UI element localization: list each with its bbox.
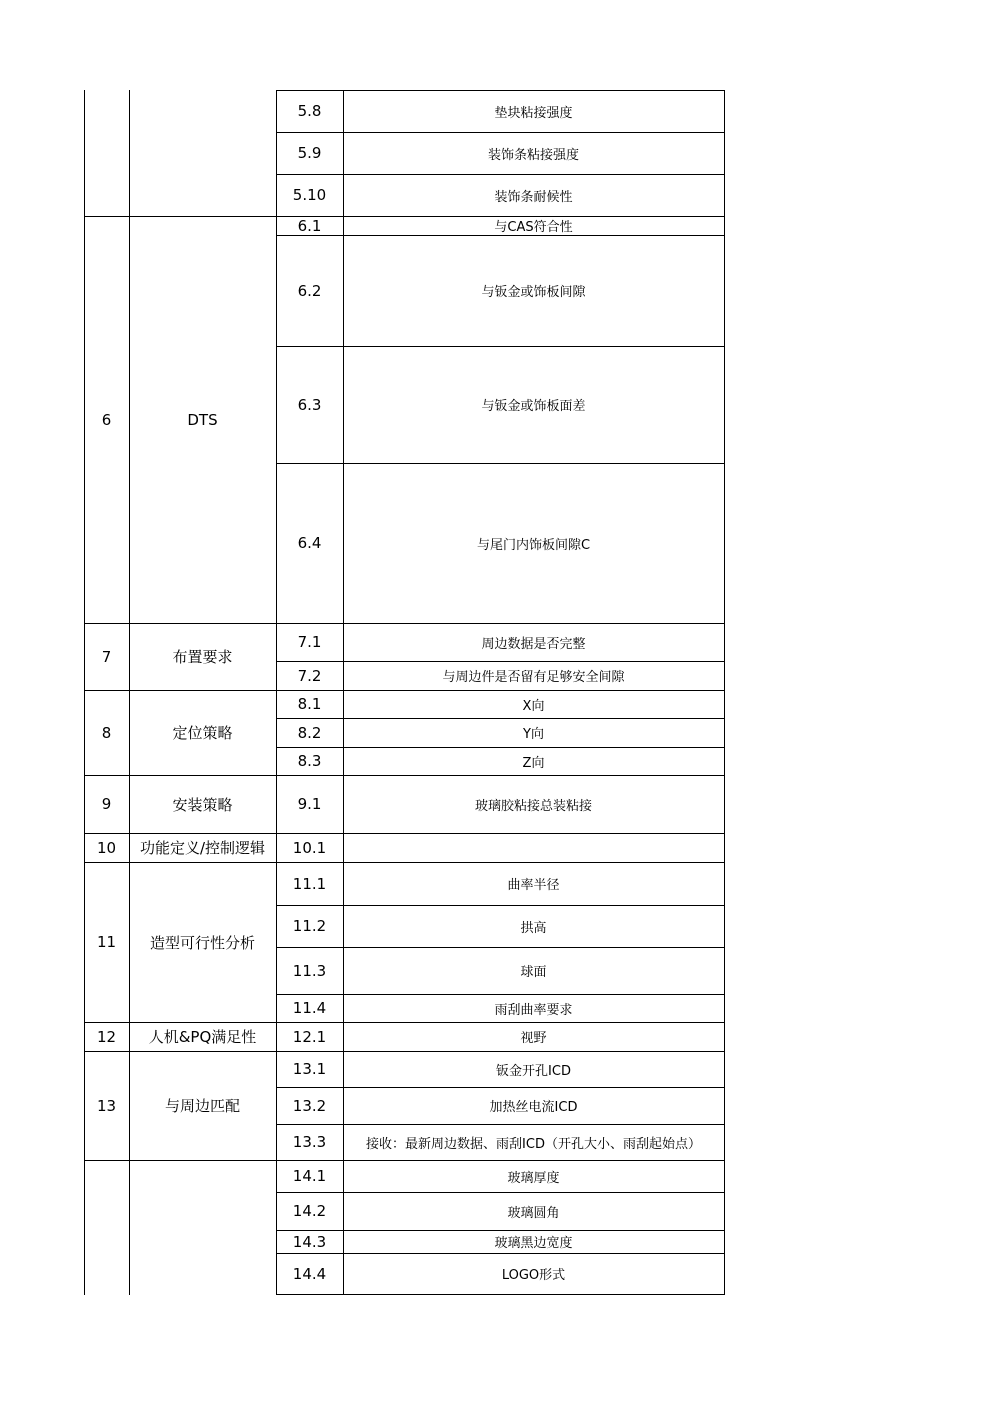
item-code: 6.3: [297, 395, 322, 414]
group-name: 布置要求: [172, 648, 233, 666]
item-description: [343, 833, 724, 862]
item-description: 球面: [520, 965, 547, 980]
item-code: 13.2: [292, 1096, 327, 1115]
group-name: [129, 1160, 276, 1294]
item-description: 钣金开孔ICD: [496, 1063, 571, 1079]
item-description: 玻璃圆角: [507, 1205, 560, 1221]
group-number: 7: [101, 647, 112, 666]
item-description: 接收：最新周边数据、雨刮ICD（开孔大小、雨刮起始点）: [366, 1136, 701, 1152]
item-description: 玻璃黑边宽度: [494, 1236, 573, 1251]
item-description: 玻璃胶粘接总装粘接: [474, 798, 592, 814]
item-code: 6.4: [297, 534, 322, 552]
group-name: 定位策略: [172, 724, 233, 742]
item-description: 玻璃厚度: [507, 1170, 560, 1186]
item-description: 拱高: [520, 920, 547, 936]
group-number: [84, 90, 129, 216]
group-name: 安装策略: [172, 795, 233, 814]
group-name: [129, 90, 276, 216]
group-name: 造型可行性分析: [149, 933, 255, 952]
item-code: 7.2: [297, 666, 322, 685]
item-code: 6.1: [297, 216, 322, 235]
item-description: 周边数据是否完整: [481, 636, 586, 652]
group-number: 6: [101, 410, 112, 429]
item-description: 曲率半径: [507, 878, 560, 893]
group-number: 11: [96, 933, 117, 951]
item-description: 与钣金或饰板面差: [481, 399, 586, 414]
item-code: 8.3: [297, 752, 322, 770]
item-code: 8.2: [297, 723, 322, 742]
item-description: 加热丝电流ICD: [489, 1100, 578, 1115]
item-code: 5.10: [292, 186, 327, 204]
item-code: 11.1: [292, 874, 327, 893]
group-number: 13: [96, 1096, 117, 1115]
group-name: DTS: [187, 410, 218, 429]
group-number: 10: [96, 838, 117, 857]
group-number: [84, 1160, 129, 1294]
group-name: 与周边匹配: [164, 1097, 240, 1115]
item-code: 11.4: [292, 999, 327, 1017]
item-code: 7.1: [297, 633, 322, 651]
item-description: 与CAS符合性: [494, 220, 573, 235]
item-description: 与钣金或饰板间隙: [481, 285, 586, 300]
item-description: 视野: [520, 1031, 547, 1046]
group-number: 12: [96, 1027, 117, 1046]
item-code: 12.1: [292, 1027, 327, 1046]
item-code: 5.8: [297, 102, 322, 120]
item-description: 与周边件是否留有足够安全间隙: [442, 670, 625, 685]
item-description: 垫块粘接强度: [494, 105, 573, 121]
item-code: 13.1: [292, 1060, 327, 1078]
item-description: Z向: [522, 755, 545, 771]
item-description: Y向: [523, 727, 544, 742]
group-name: 人机&PQ满足性: [148, 1028, 257, 1046]
item-code: 11.2: [292, 917, 327, 935]
item-description: 装饰条耐候性: [494, 189, 573, 205]
item-code: 14.2: [292, 1202, 327, 1220]
item-description: 雨刮曲率要求: [494, 1002, 573, 1018]
item-description: 装饰条粘接强度: [487, 147, 579, 163]
item-code: 9.1: [297, 795, 322, 813]
item-code: 5.9: [297, 144, 322, 162]
item-code: 14.1: [292, 1167, 327, 1185]
item-code: 10.1: [292, 838, 327, 857]
item-code: 11.3: [292, 961, 327, 980]
group-name: 功能定义/控制逻辑: [139, 839, 266, 857]
item-code: 14.4: [292, 1264, 327, 1283]
item-code: 13.3: [292, 1133, 327, 1151]
grid-vline-4: [724, 90, 725, 1295]
item-code: 6.2: [297, 281, 322, 300]
item-code: 8.1: [297, 695, 322, 713]
group-number: 8: [101, 723, 112, 742]
table-bottom-line: [276, 1294, 725, 1295]
item-code: 14.3: [292, 1232, 327, 1251]
item-description: 与尾门内饰板间隙C: [476, 537, 591, 553]
group-number: 9: [101, 795, 112, 813]
item-description: LOGO形式: [501, 1268, 566, 1283]
item-description: X向: [522, 698, 545, 714]
